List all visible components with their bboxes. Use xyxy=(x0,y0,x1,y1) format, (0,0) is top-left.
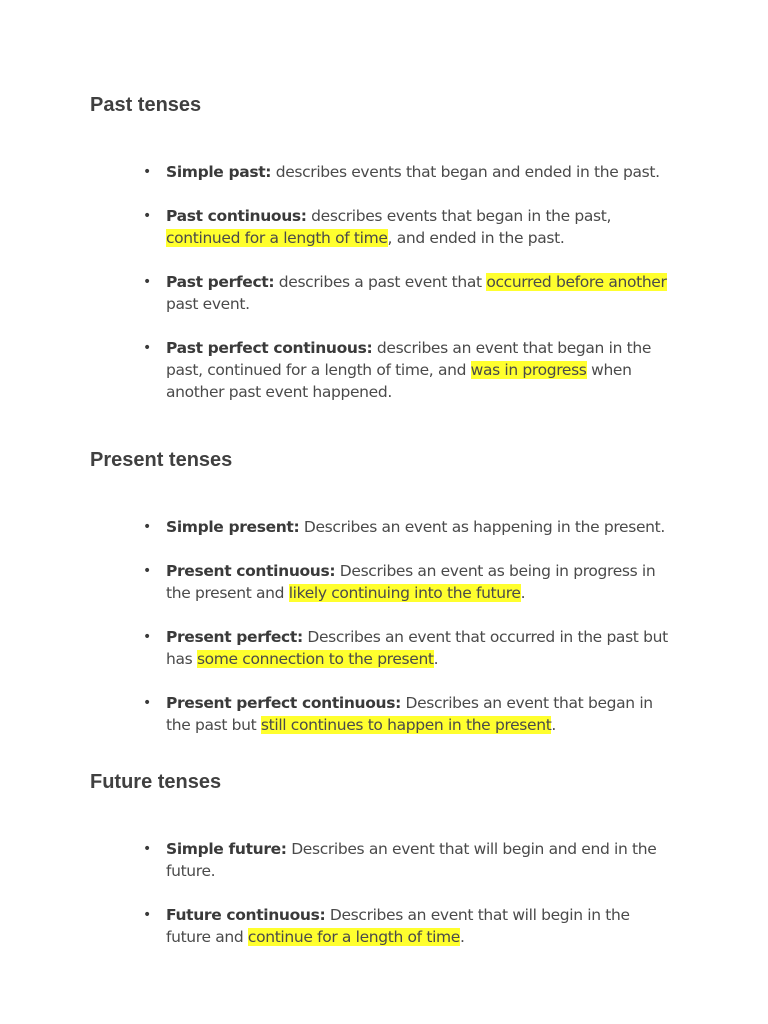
highlighted-text: was in progress xyxy=(470,361,587,379)
highlighted-text: continued for a length of time xyxy=(166,229,388,247)
definition-text-end: . xyxy=(520,584,526,602)
term-label: Past perfect: xyxy=(166,273,275,291)
highlighted-text: occurred before another xyxy=(486,273,667,291)
definition-text-end: . xyxy=(551,716,556,734)
term-label: Future continuous: xyxy=(166,906,326,924)
definition-text-end: . xyxy=(433,650,439,668)
definition-text: describes a past event that xyxy=(274,273,487,291)
bullet-icon: • xyxy=(143,208,151,224)
list-item xyxy=(90,161,676,183)
bullet-icon: • xyxy=(143,563,151,579)
term-label: Simple future: xyxy=(166,840,287,858)
bullet-icon: • xyxy=(143,519,151,535)
bullet-icon: • xyxy=(143,841,151,857)
definition-text-end: past event. xyxy=(166,295,250,313)
definition-text: describes an event that began in the past, continued for a length of time, and xyxy=(166,339,652,379)
highlighted-text: still continues to happen in the present xyxy=(260,716,552,734)
definition-text-end: , and ended in the past. xyxy=(387,229,565,247)
definition-text: Describes an event that began in the past but xyxy=(166,694,653,734)
definition-text: Describes an event that will begin and end in the future. xyxy=(166,840,657,880)
bullet-icon: • xyxy=(143,907,151,923)
heading-present-tenses: Present tenses xyxy=(90,449,233,471)
definition-text: describes events that began in the past, xyxy=(306,207,612,225)
term-label: Past perfect continuous: xyxy=(166,339,373,357)
definition-text: Describes an event as happening in the present. xyxy=(299,518,665,536)
list-item xyxy=(90,626,676,670)
definition-text: Describes an event that will begin in the future and xyxy=(166,906,630,946)
list-item xyxy=(90,560,676,604)
highlighted-text: likely continuing into the future xyxy=(288,584,521,602)
term-label: Simple past: xyxy=(166,163,272,181)
list-item xyxy=(90,516,676,538)
term-label: Simple present: xyxy=(166,518,300,536)
term-label: Present perfect continuous: xyxy=(166,694,401,712)
bullet-icon: • xyxy=(143,695,151,711)
highlighted-text: some connection to the present xyxy=(196,650,434,668)
bullet-icon: • xyxy=(143,629,151,645)
term-label: Past continuous: xyxy=(166,207,307,225)
section-future-tenses xyxy=(90,769,690,970)
heading-future-tenses: Future tenses xyxy=(90,771,222,793)
past-tenses-list xyxy=(90,161,690,403)
present-tenses-list xyxy=(90,516,690,736)
bullet-icon: • xyxy=(143,274,151,290)
bullet-icon: • xyxy=(143,340,151,356)
list-item xyxy=(90,838,676,882)
bullet-icon: • xyxy=(143,164,151,180)
definition-text: Describes an event that occurred in the past but has xyxy=(166,628,668,668)
definition-text-end: when another past event happened. xyxy=(166,361,632,401)
heading-past-tenses: Past tenses xyxy=(90,94,202,116)
list-item xyxy=(90,692,676,736)
future-tenses-list xyxy=(90,838,690,948)
definition-text-end: . xyxy=(459,928,465,946)
definition-text: describes events that began and ended in the past. xyxy=(271,163,660,181)
list-item xyxy=(90,337,676,403)
section-present-tenses xyxy=(90,447,690,758)
list-item xyxy=(90,205,676,249)
list-item xyxy=(90,271,676,315)
term-label: Present continuous: xyxy=(166,562,336,580)
definition-text: Describes an event as being in progress in the present and xyxy=(166,562,656,602)
list-item xyxy=(90,904,676,948)
highlighted-text: continue for a length of time xyxy=(247,928,460,946)
section-past-tenses xyxy=(90,92,690,425)
term-label: Present perfect: xyxy=(166,628,303,646)
